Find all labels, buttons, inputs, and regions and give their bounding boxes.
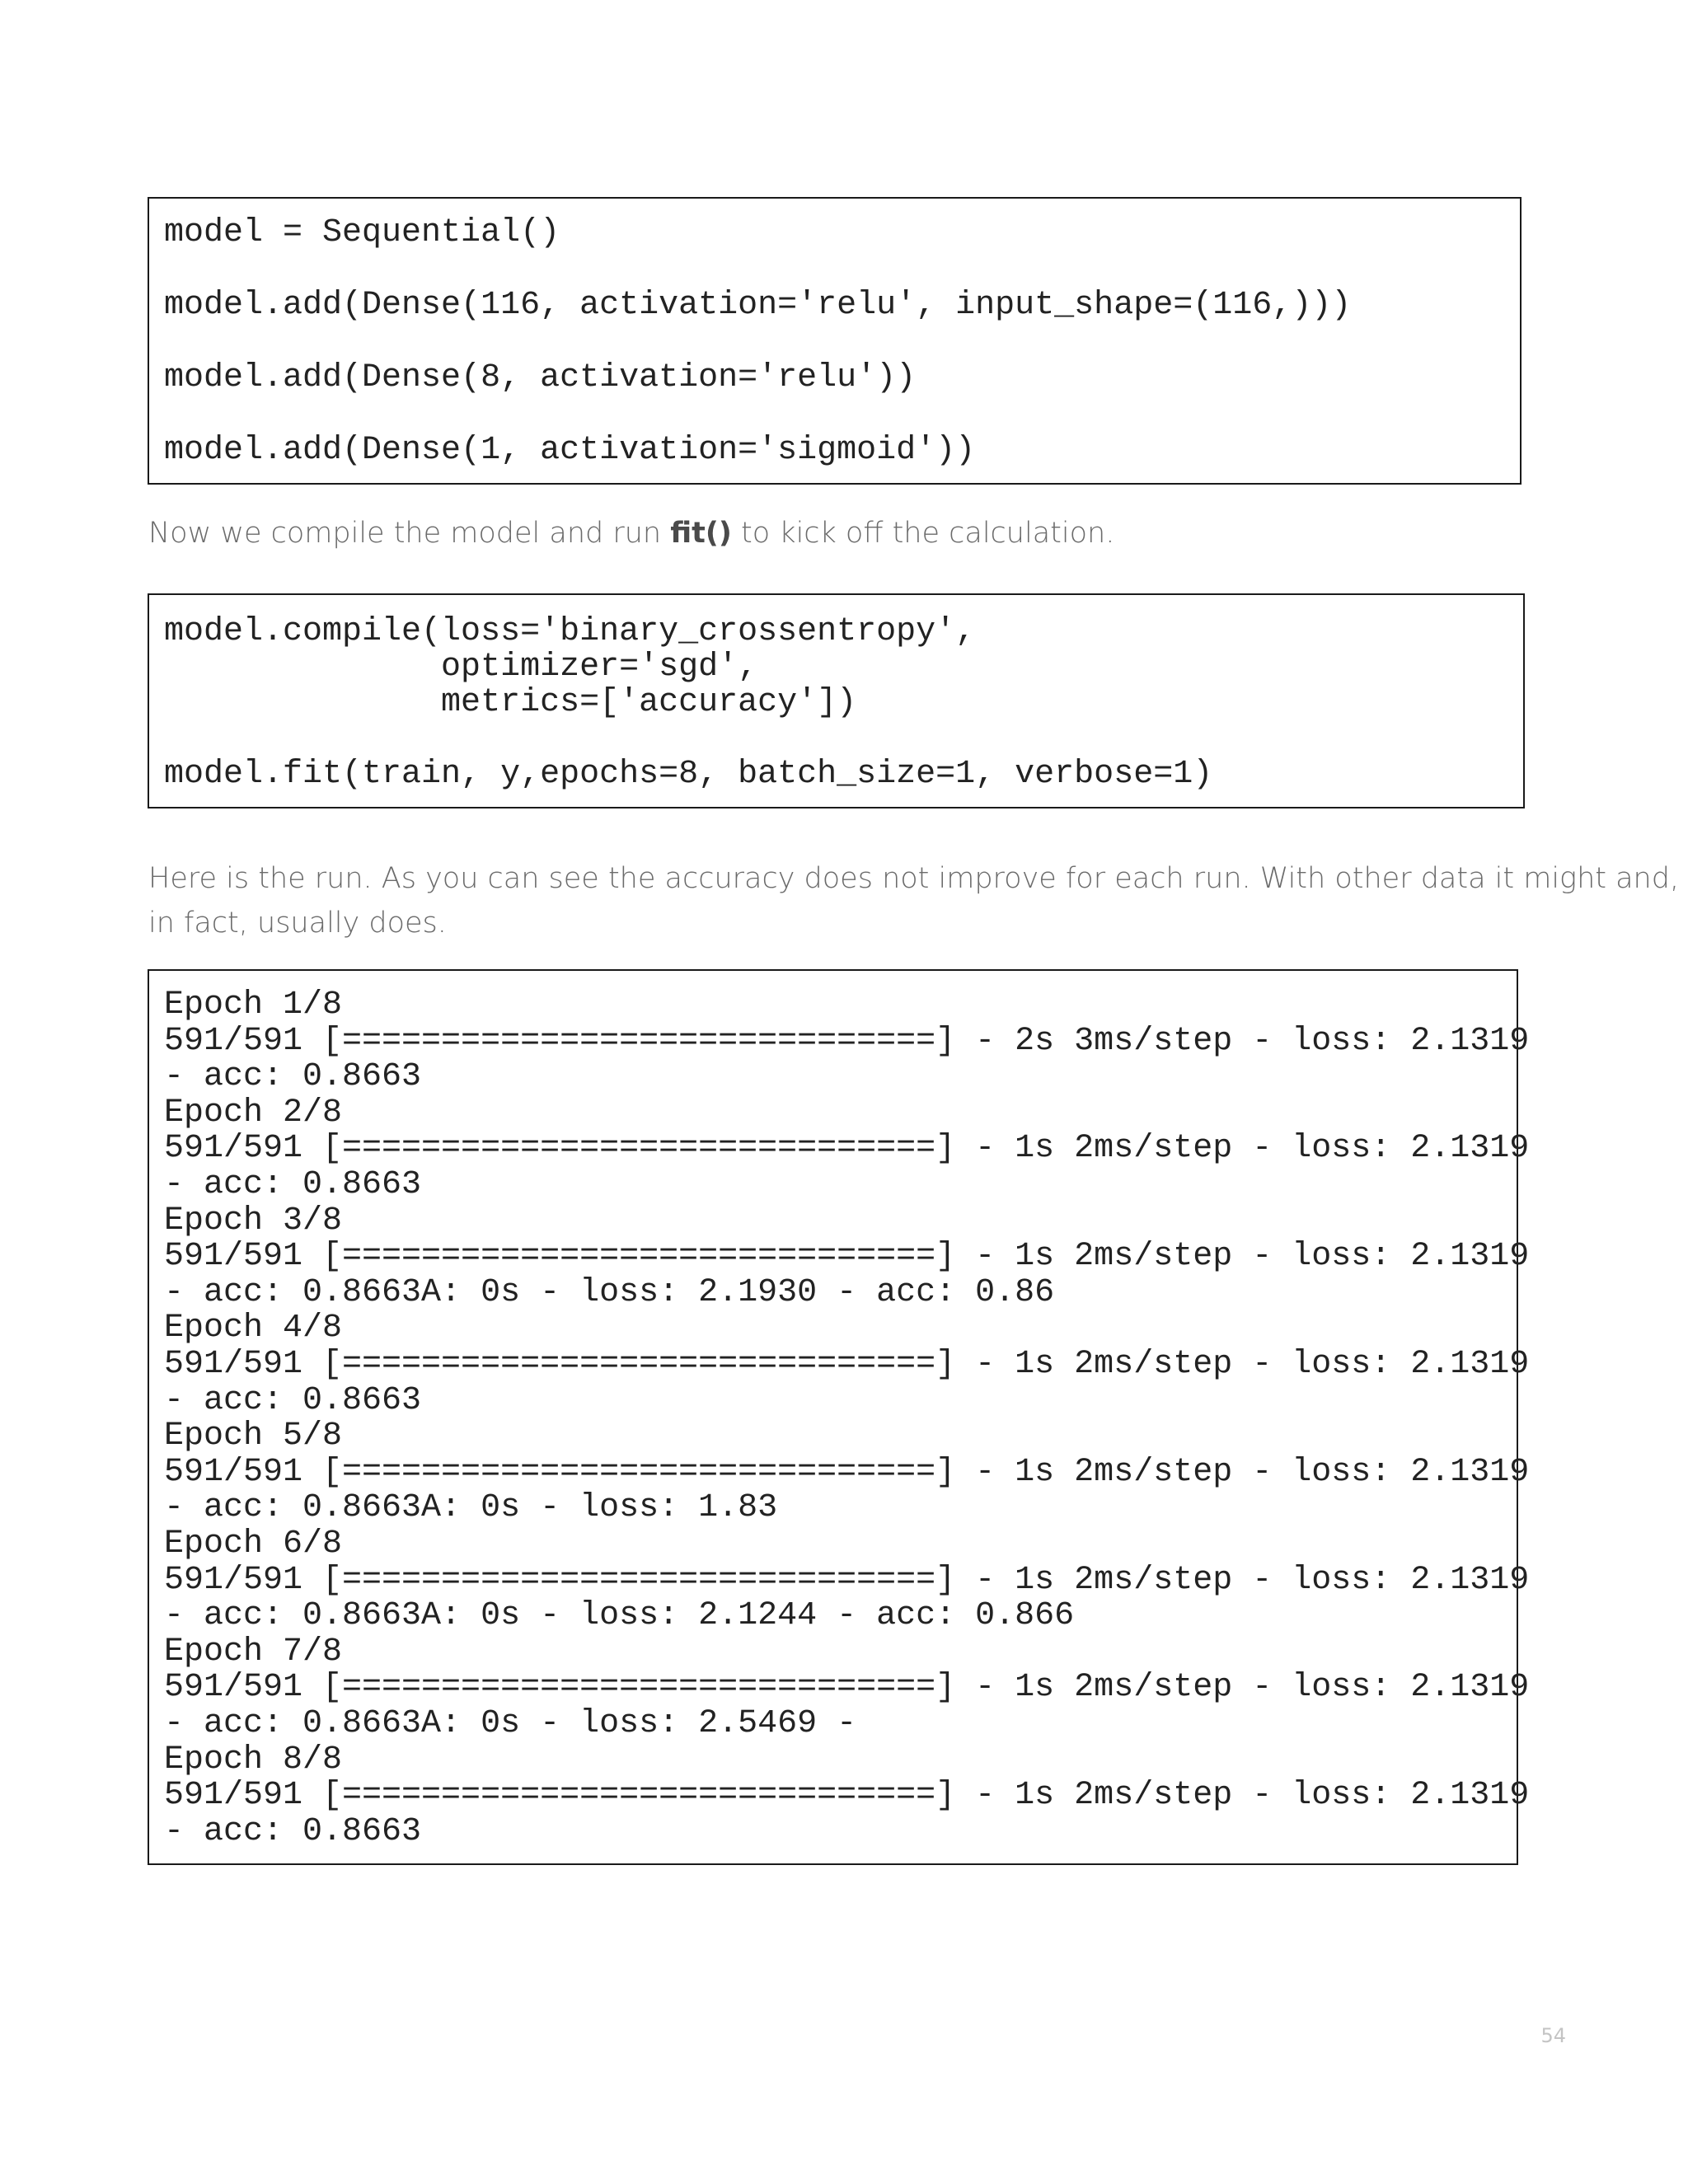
paragraph-line: Here is the run. As you can see the accuracy does not improve for each run. With other data it might and, [148,862,1680,895]
output-line: 591/591 [==============================] - 1s 2ms/step - loss: 2.1319 [164,1346,1530,1383]
compile-fit-code-block [148,593,1525,808]
output-line: Epoch 2/8 [164,1094,343,1132]
code-line: model.add(Dense(8, activation='relu')) [164,359,917,396]
code-line: model.add(Dense(116, activation='relu', input_shape=(116,))) [164,287,1352,324]
output-line: Epoch 4/8 [164,1310,343,1347]
model-definition-code-block [148,197,1522,485]
output-line: - acc: 0.8663A: 0s - loss: 2.1930 - acc: 0.86 [164,1273,1055,1311]
code-line: model.fit(train, y,epochs=8, batch_size=1, verbose=1) [164,756,1213,793]
output-line: Epoch 5/8 [164,1418,343,1455]
output-line: - acc: 0.8663 [164,1166,422,1203]
code-line: metrics=['accuracy']) [164,684,857,721]
output-line: 591/591 [==============================] - 1s 2ms/step - loss: 2.1319 [164,1453,1530,1491]
output-line: - acc: 0.8663A: 0s - loss: 2.5469 - [164,1705,857,1742]
code-line: model.compile(loss='binary_crossentropy', [164,613,976,650]
output-line: 591/591 [==============================] - 1s 2ms/step - loss: 2.1319 [164,1130,1530,1168]
output-line: 591/591 [==============================] - 1s 2ms/step - loss: 2.1319 [164,1669,1530,1707]
inline-code-fit: fit() [670,517,732,550]
output-line: - acc: 0.8663A: 0s - loss: 1.83 [164,1489,778,1527]
output-line: - acc: 0.8663 [164,1058,422,1096]
output-line: 591/591 [==============================] - 2s 3ms/step - loss: 2.1319 [164,1022,1530,1060]
output-line: Epoch 3/8 [164,1202,343,1240]
output-line: Epoch 8/8 [164,1741,343,1779]
run-description-paragraph [148,856,1679,945]
paragraph-line: in fact, usually does. [148,907,447,940]
output-line: - acc: 0.8663 [164,1381,422,1419]
output-line: 591/591 [==============================] - 1s 2ms/step - loss: 2.1319 [164,1777,1530,1815]
output-line: 591/591 [==============================] - 1s 2ms/step - loss: 2.1319 [164,1561,1530,1599]
training-output-block [148,969,1530,1865]
paragraph-text: Now we compile the model and run [148,517,671,550]
output-line: Epoch 7/8 [164,1633,343,1671]
output-line: Epoch 1/8 [164,987,343,1024]
compile-paragraph [148,511,1114,555]
paragraph-text: to kick off the calculation. [731,517,1115,550]
code-line: model.add(Dense(1, activation='sigmoid')) [164,432,976,469]
output-line: Epoch 6/8 [164,1526,343,1563]
code-line: optimizer='sgd', [164,649,758,686]
code-line: model = Sequential() [164,214,560,251]
page-number: 54 [1540,2024,1566,2047]
output-line: - acc: 0.8663A: 0s - loss: 2.1244 - acc: 0.866 [164,1597,1075,1635]
output-line: - acc: 0.8663 [164,1812,422,1850]
output-line: 591/591 [==============================] - 1s 2ms/step - loss: 2.1319 [164,1238,1530,1276]
